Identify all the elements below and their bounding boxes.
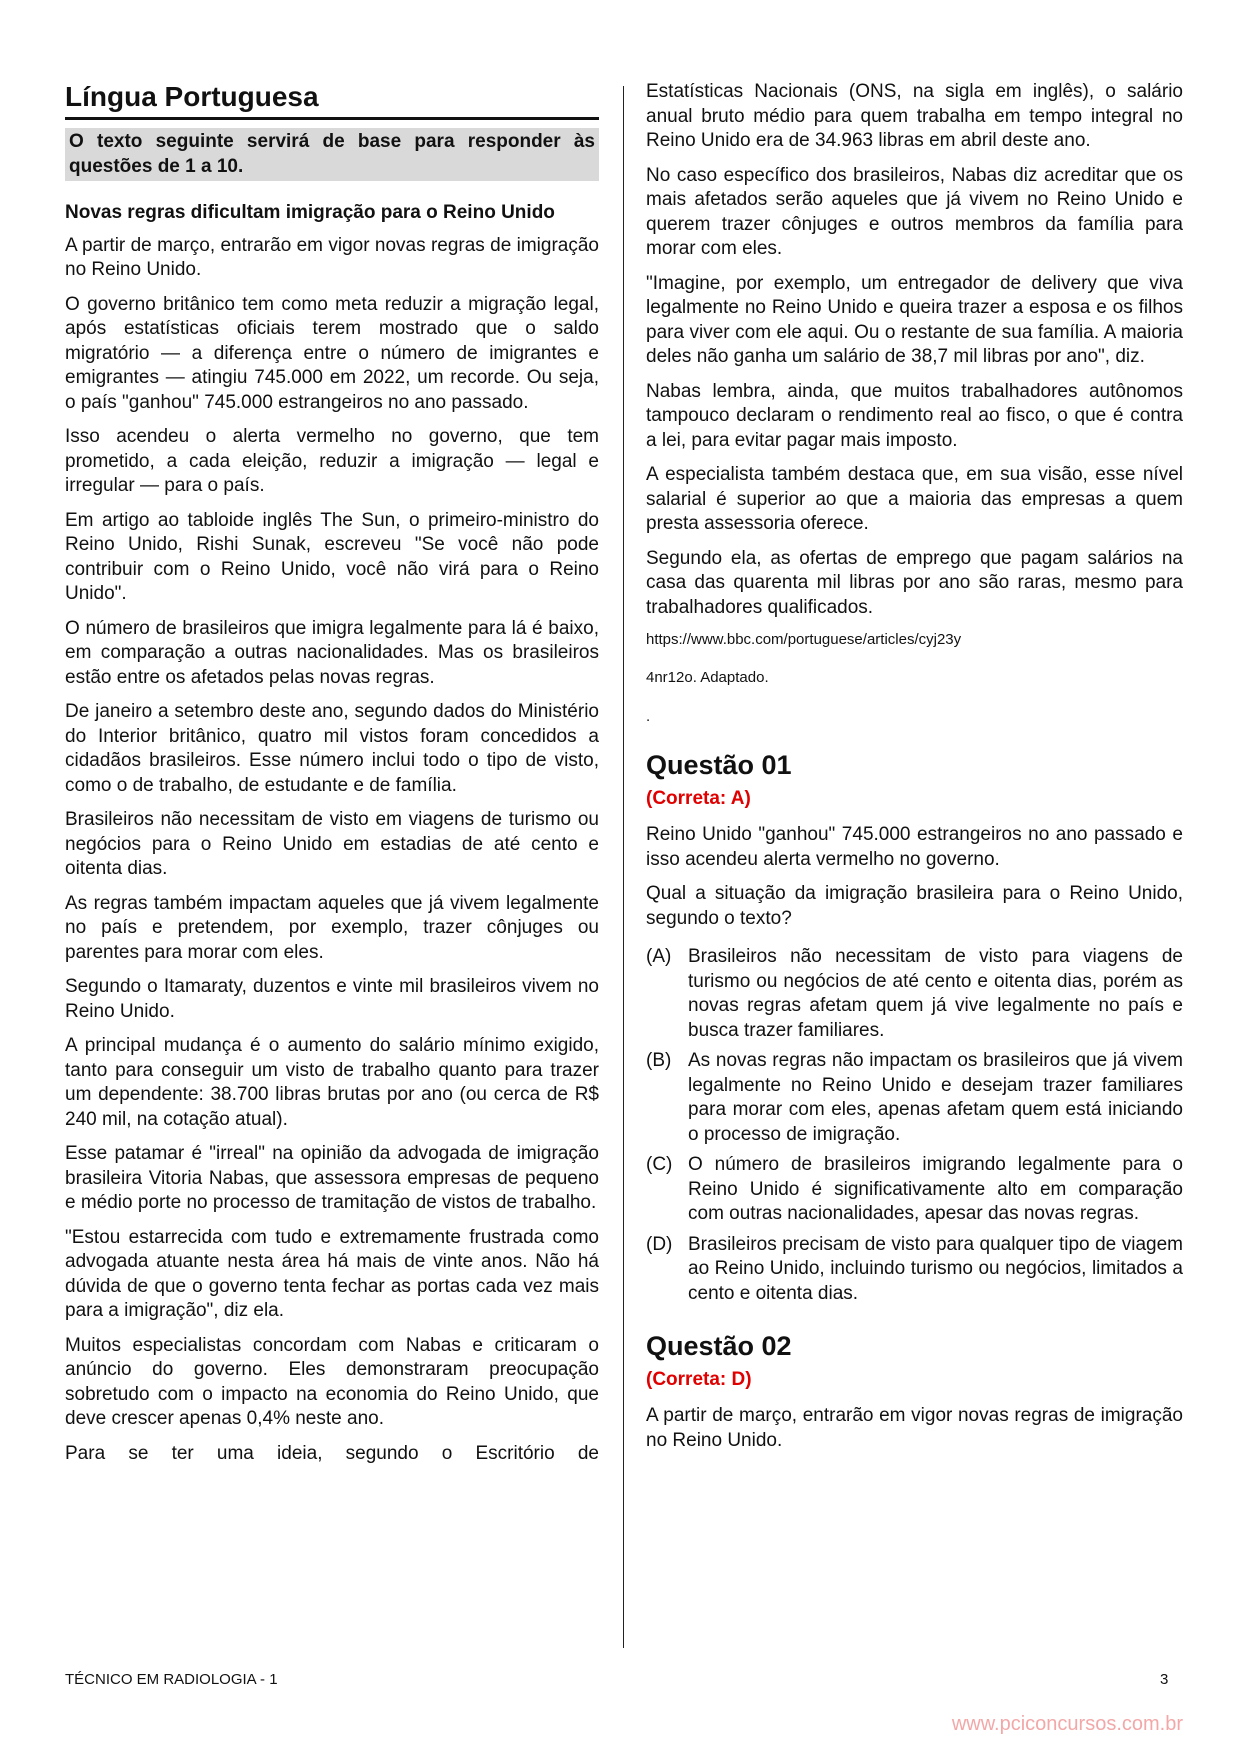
source-note: 4nr12o. Adaptado. [646,669,769,686]
article-paragraph: Brasileiros não necessitam de visto em viagens de turismo ou negócios para o Reino Unido em estadias de até cento e oitenta dias. [65,809,599,879]
article-paragraph: As regras também impactam aqueles que já vivem legalmente no país e pretendem, por exemplo, trazer cônjuges ou parentes para morar com eles. [65,892,599,963]
article-paragraph: De janeiro a setembro deste ano, segundo dados do Ministério do Interior britânico, quatro mil vistos foram concedidos a cidadãos brasileiros. Esse número inclui todo o tipo de visto, como o de trabalho, de estudante e de família. [65,701,599,796]
article-title: Novas regras dificultam imigração para o Reino Unido [65,202,555,223]
article-paragraph: O governo britânico tem como meta reduzir a migração legal, após estatísticas oficiais terem mostrado que o saldo migratório — a diferença entre o número de imigrantes e emigrantes — atingiu 745.000 em 2022, um recorde. Ou seja, o país "ganhou" 745.000 estrangeiros no ano passado. [65,293,599,413]
option-d [646,1233,1183,1307]
right-column [646,80,1183,1463]
option-letter: (D) [646,1233,673,1255]
question-2-statement: A partir de março, entrarão em vigor novas regras de imigração no Reino Unido. [646,1405,1183,1451]
article-paragraph: Esse patamar é "irreal" na opinião da advogada de imigração brasileira Vitoria Nabas, que assessora empresas de pequeno e médio porte no processo de tramitação de vistos de trabalho. [65,1143,599,1213]
article-paragraph: Nabas lembra, ainda, que muitos trabalhadores autônomos tampouco declaram o rendimento real ao fisco, o que é contra a lei, para evitar pagar mais imposto. [646,380,1183,451]
option-a [646,945,1183,1043]
article-paragraph: Estatísticas Nacionais (ONS, na sigla em inglês), o salário anual bruto médio para quem trabalha em tempo integral no Reino Unido era de 34.963 libras em abril deste ano. [646,81,1183,151]
article-paragraph: Em artigo ao tabloide inglês The Sun, o primeiro-ministro do Reino Unido, Rishi Sunak, escreveu "Se você não pode contribuir com o Reino Unido, você não virá para o Reino Unido". [65,509,599,604]
article-paragraph: "Imagine, por exemplo, um entregador de delivery que viva legalmente no Reino Unido e queira trazer a esposa e os filhos para viver com ele aqui. Ou o restante de sua família. A maioria deles não ganha um salário de 38,7 mil libras por ano", diz. [646,272,1183,367]
question-1-title: Questão 01 [646,750,792,780]
option-letter: (A) [646,946,672,967]
article-paragraph: Segundo o Itamaraty, duzentos e vinte mil brasileiros vivem no Reino Unido. [65,976,599,1022]
footer-exam-name: TÉCNICO EM RADIOLOGIA - 1 [65,1671,278,1688]
article-paragraph: Isso acendeu o alerta vermelho no governo, que tem prometido, a cada eleição, reduzir a imigração — legal e irregular — para o país. [65,426,599,496]
source-link: https://www.bbc.com/portuguese/articles/cyj23y [646,631,962,648]
article-paragraph: Muitos especialistas concordam com Nabas e criticaram o anúncio do governo. Eles demonstraram preocupação sobretudo com o impacto na economia do Reino Unido, que deve crescer apenas 0,4% neste ano. [65,1334,599,1429]
separator-dot: . [646,708,651,725]
article-paragraph: O número de brasileiros que imigra legalmente para lá é baixo, em comparação a outras nacionalidades. Mas os brasileiros estão entre os afetados pelas novas regras. [65,617,599,688]
question-2-answer: (Correta: D) [646,1369,752,1390]
option-text: Brasileiros precisam de visto para qualquer tipo de viagem ao Reino Unido, incluindo turismo ou negócios, limitados a cento e oitenta dias. [688,1233,1183,1304]
option-letter: (C) [646,1154,673,1175]
section-title: Língua Portuguesa [65,80,599,120]
article-paragraph: A especialista também destaca que, em sua visão, esse nível salarial é superior ao que a maioria das empresas a quem presta assessoria oferece. [646,464,1183,534]
article-paragraph: "Estou estarrecida com tudo e extremamente frustrada como advogada atuante nesta área há mais de vinte anos. Não há dúvida de que o governo tenta fechar as portas cada vez mais para a imigração", diz ela. [65,1226,599,1321]
column-divider [623,86,624,1648]
option-b [646,1049,1183,1147]
option-text: As novas regras não impactam os brasileiros que já vivem legalmente no Reino Unido e desejam trazer familiares para morar com eles, apenas afetam quem está iniciando o processo de imigração. [688,1050,1183,1145]
question-2-title: Questão 02 [646,1331,792,1361]
question-1-statement: Reino Unido "ganhou" 745.000 estrangeiros no ano passado e isso acendeu alerta vermelho no governo. [646,824,1183,870]
article-paragraph: Para se ter uma ideia, segundo o Escritório de [65,1442,599,1464]
article-paragraph: No caso específico dos brasileiros, Nabas diz acreditar que os mais afetados serão aqueles que já vivem no Reino Unido e querem trazer cônjuges e outros membros da família para morar com eles. [646,164,1183,259]
article-paragraph: A partir de março, entrarão em vigor novas regras de imigração no Reino Unido. [65,234,599,280]
article-paragraph: A principal mudança é o aumento do salário mínimo exigido, tanto para conseguir um visto de trabalho quanto para trazer um dependente: 38.700 libras brutas por ano (ou cerca de R$ 240 mil, na cotação atual). [65,1035,599,1130]
instruction-note: O texto seguinte servirá de base para responder às questões de 1 a 10. [65,128,599,181]
left-column [65,80,599,1476]
option-text: O número de brasileiros imigrando legalmente para o Reino Unido é significativamente alto em comparação com outras nacionalidades, apesar das novas regras. [688,1154,1183,1224]
article-paragraph: Segundo ela, as ofertas de emprego que pagam salários na casa das quarenta mil libras por ano são raras, mesmo para trabalhadores qualificados. [646,547,1183,618]
question-1-prompt: Qual a situação da imigração brasileira para o Reino Unido, segundo o texto? [646,883,1183,929]
option-text: Brasileiros não necessitam de visto para viagens de turismo ou negócios de até cento e oitenta dias, porém as novas regras afetam quem já vive legalmente no país e busca trazer familiares. [688,946,1183,1041]
option-c [646,1153,1183,1227]
site-watermark: www.pciconcursos.com.br [951,1713,1183,1735]
question-1-answer: (Correta: A) [646,788,751,809]
page-number: 3 [1160,1671,1169,1688]
option-letter: (B) [646,1050,672,1071]
